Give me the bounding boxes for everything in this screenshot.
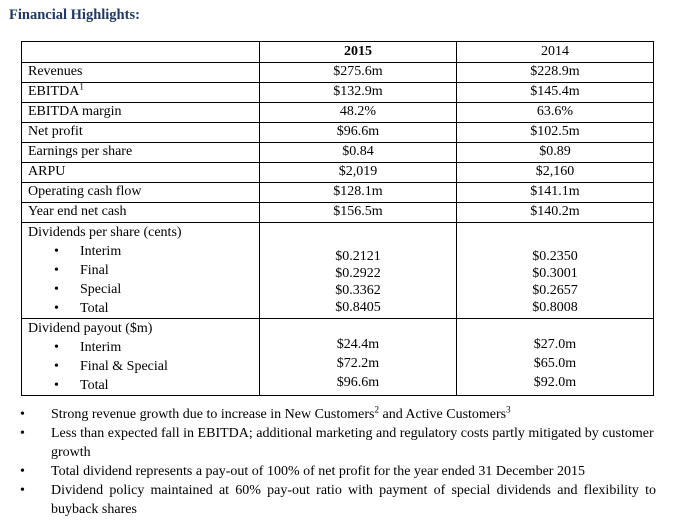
dividend-payout-label: Dividend payout ($m) • Interim • Final & Special • Total <box>22 319 260 396</box>
value-2015: $2,019 <box>260 163 457 183</box>
page-title: Financial Highlights: <box>9 7 140 23</box>
value-2015: 48.2% <box>260 103 457 123</box>
header-label-cell <box>22 42 260 63</box>
table-row <box>22 203 654 223</box>
value-2014: $145.4m <box>457 83 654 103</box>
dividends-per-share-list <box>28 242 259 318</box>
row-label: Year end net cash <box>22 203 260 223</box>
value-2015: $0.84 <box>260 143 457 163</box>
list-item: • Interim <box>28 338 259 357</box>
dividends-per-share-label: Dividends per share (cents) • Interim • Final • Special • Total <box>22 223 260 319</box>
value-2014: $0.89 <box>457 143 654 163</box>
footnote-marker: 1 <box>79 81 84 92</box>
list-item: • Strong revenue growth due to increase in New Customers$^2$ and Active Customers$^3$ <box>20 405 656 424</box>
value-2015: $275.6m <box>260 63 457 83</box>
list-item: • Special <box>28 280 259 299</box>
list-item: • Dividend policy maintained at 60% pay-out ratio with payment of special dividends and flexibility to buyback shares <box>20 481 656 519</box>
dividends-per-share-2015: $0.2121 $0.2922 $0.3362 $0.8405 <box>260 223 457 319</box>
list-item: • Interim <box>28 242 259 261</box>
row-label: EBITDA$^1$ <box>22 83 260 103</box>
dividend-payout-2014: $27.0m $65.0m $92.0m <box>457 319 654 396</box>
table-row <box>22 163 654 183</box>
dividends-per-share-2014: $0.2350 $0.3001 $0.2657 $0.8008 <box>457 223 654 319</box>
value-2014: $141.1m <box>457 183 654 203</box>
value-2014: $2,160 <box>457 163 654 183</box>
footnote-marker: 3 <box>506 404 511 415</box>
value-2015: $128.1m <box>260 183 457 203</box>
value-2014: $102.5m <box>457 123 654 143</box>
row-label: Revenues <box>22 63 260 83</box>
highlights-notes-list <box>20 405 656 519</box>
dividend-payout-row <box>22 319 654 396</box>
table-row <box>22 183 654 203</box>
value-2014: 63.6% <box>457 103 654 123</box>
list-item: • Final & Special <box>28 357 259 376</box>
list-item: • Total dividend represents a pay-out of 100% of net profit for the year ended 31 December 2015 <box>20 462 656 481</box>
row-label: Operating cash flow <box>22 183 260 203</box>
table-row <box>22 123 654 143</box>
value-2014: $228.9m <box>457 63 654 83</box>
row-label: ARPU <box>22 163 260 183</box>
footnote-marker: 2 <box>374 404 379 415</box>
list-item: • Less than expected fall in EBITDA; additional marketing and regulatory costs partly mitigated by customer growth <box>20 424 656 462</box>
value-2014: $140.2m <box>457 203 654 223</box>
table-row <box>22 63 654 83</box>
row-label: Net profit <box>22 123 260 143</box>
list-item: • Final <box>28 261 259 280</box>
header-2014: 2014 <box>457 42 654 63</box>
table-row <box>22 143 654 163</box>
row-label: Earnings per share <box>22 143 260 163</box>
table-row <box>22 103 654 123</box>
table-row <box>22 83 654 103</box>
header-2015: 2015 <box>260 42 457 63</box>
list-item: • Total <box>28 376 259 395</box>
dividend-payout-list <box>28 338 259 395</box>
dividend-payout-2015: $24.4m $72.2m $96.6m <box>260 319 457 396</box>
value-2015: $156.5m <box>260 203 457 223</box>
table-header-row <box>22 42 654 63</box>
row-label: EBITDA margin <box>22 103 260 123</box>
dividends-per-share-row <box>22 223 654 319</box>
financial-highlights-table <box>21 41 654 396</box>
value-2015: $132.9m <box>260 83 457 103</box>
list-item: • Total <box>28 299 259 318</box>
value-2015: $96.6m <box>260 123 457 143</box>
